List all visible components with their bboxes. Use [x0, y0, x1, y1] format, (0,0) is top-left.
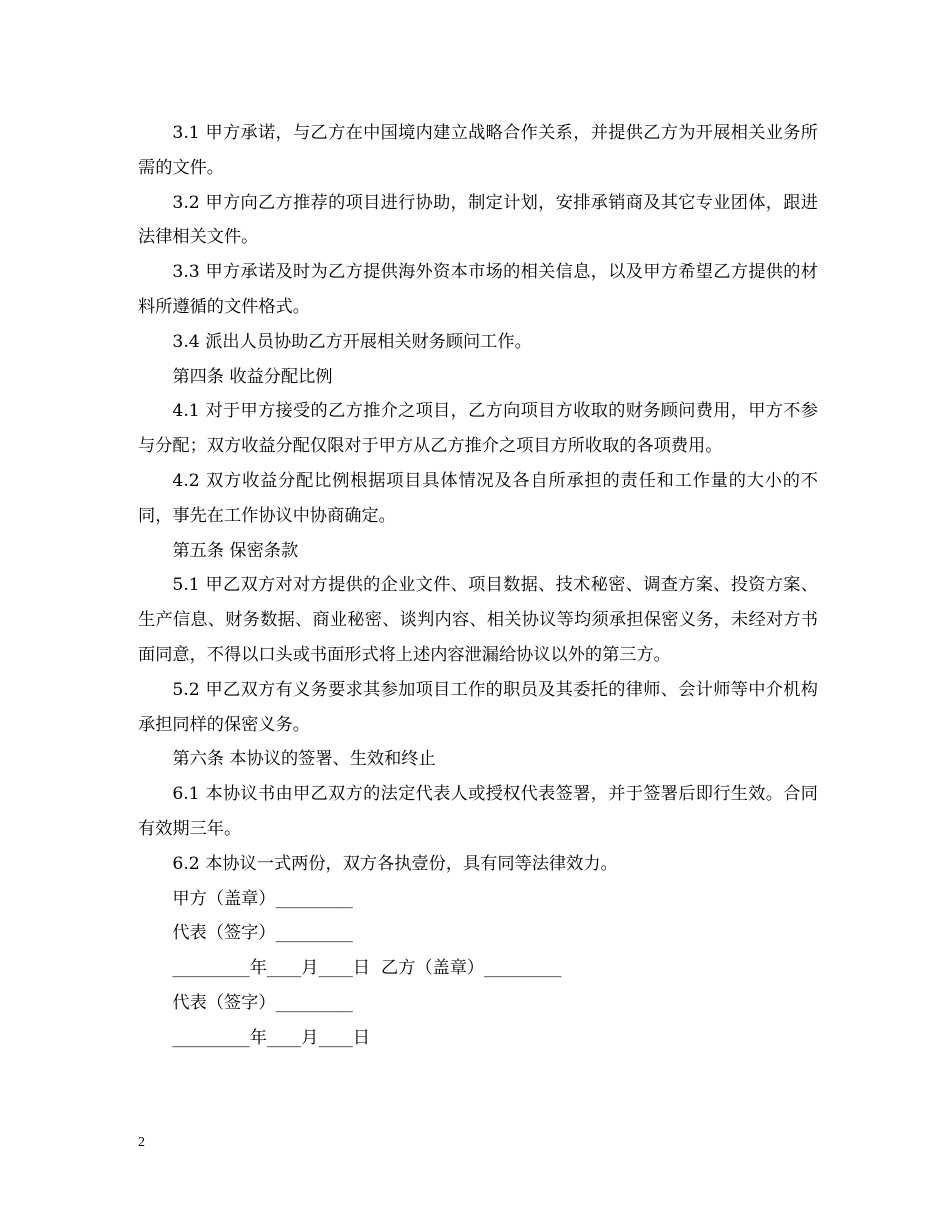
party-a-rep-signature-line: 代表（签字）_________ [172, 923, 353, 944]
party-a-seal-line: 甲方（盖章）_________ [172, 888, 353, 909]
party-a-date-party-b-seal-line: _________年____月____日 乙方（盖章）_________ [172, 958, 562, 979]
clause-5-2: 5.2 甲乙双方有义务要求其参加项目工作的职员及其委托的律师、会计师等中介机构承担同样的保密义务。 [138, 679, 818, 735]
party-b-date-line: _________年____月____日 [172, 1027, 371, 1048]
clause-5-1: 5.1 甲乙双方对对方提供的企业文件、项目数据、技术秘密、调查方案、投资方案、生产信息、财务数据、商业秘密、谈判内容、相关协议等均须承担保密义务，未经对方书面同意，不得以口头或书面形式将上述内容泄漏给协议以外的第三方。 [138, 575, 818, 665]
clause-3-4: 3.4 派出人员协助乙方开展相关财务顾问工作。 [172, 331, 532, 352]
clause-6-1: 6.1 本协议书由甲乙双方的法定代表人或授权代表签署，并于签署后即行生效。合同有效期三年。 [138, 784, 818, 839]
document-body [138, 116, 818, 1056]
party-b-rep-signature-line: 代表（签字）_________ [172, 992, 353, 1013]
clause-3-3: 3.3 甲方承诺及时为乙方提供海外资本市场的相关信息，以及甲方希望乙方提供的材料所遵循的文件格式。 [138, 262, 818, 317]
article-4-heading: 第四条 收益分配比例 [172, 366, 333, 387]
clause-3-2: 3.2 甲方向乙方推荐的项目进行协助，制定计划，安排承销商及其它专业团体，跟进法律相关文件。 [138, 192, 818, 248]
article-6-heading: 第六条 本协议的签署、生效和终止 [172, 749, 436, 770]
clause-3-1: 3.1 甲方承诺，与乙方在中国境内建立战略合作关系，并提供乙方为开展相关业务所需的文件。 [138, 123, 818, 178]
clause-4-2: 4.2 双方收益分配比例根据项目具体情况及各自所承担的责任和工作量的大小的不同，事先在工作协议中协商确定。 [138, 470, 818, 526]
page-number: 2 [138, 1135, 145, 1150]
article-5-heading: 第五条 保密条款 [172, 540, 299, 561]
clause-4-1: 4.1 对于甲方接受的乙方推介之项目，乙方向项目方收取的财务顾问费用，甲方不参与分配；双方收益分配仅限对于甲方从乙方推介之项目方所收取的各项费用。 [138, 401, 818, 457]
clause-6-2: 6.2 本协议一式两份，双方各执壹份，具有同等法律效力。 [172, 853, 618, 874]
